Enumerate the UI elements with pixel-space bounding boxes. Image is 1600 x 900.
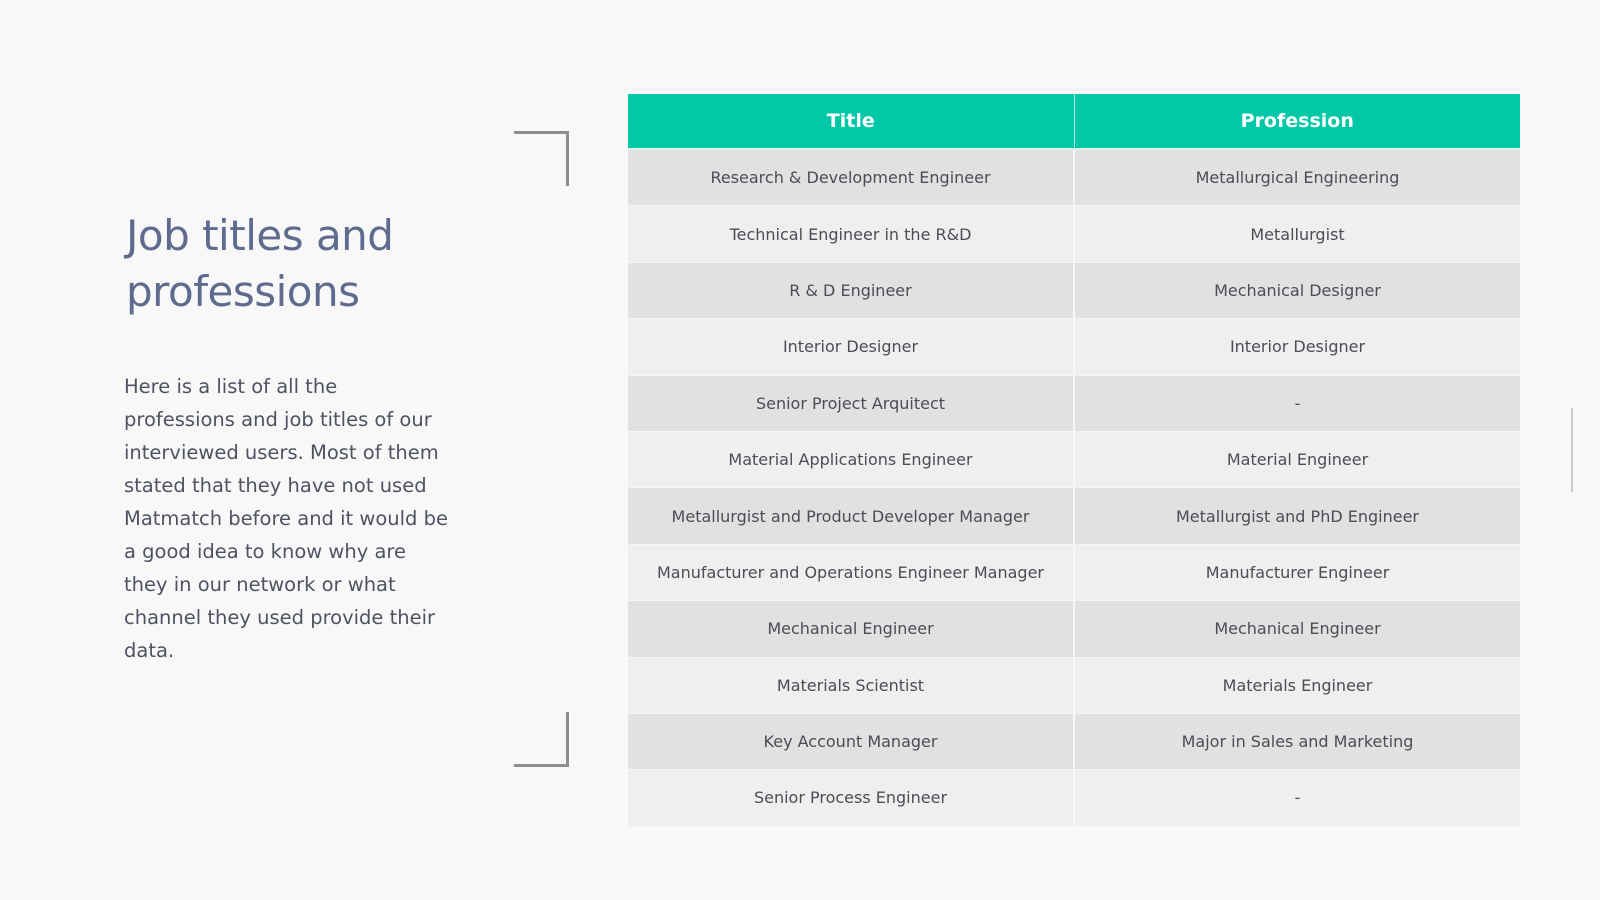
title-cell: Key Account Manager	[628, 713, 1074, 769]
table-row	[628, 262, 1520, 318]
table-row	[628, 431, 1520, 487]
table-row	[628, 544, 1520, 600]
table-row	[628, 713, 1520, 769]
table-row	[628, 601, 1520, 657]
page-title-line-2: professions	[126, 267, 360, 316]
title-cell: Mechanical Engineer	[628, 601, 1074, 657]
profession-cell: Material Engineer	[1074, 431, 1520, 487]
table-row	[628, 319, 1520, 375]
edge-scroll-indicator	[1571, 408, 1573, 492]
profession-cell: Manufacturer Engineer	[1074, 544, 1520, 600]
page-title-line-1: Job titles and	[126, 211, 394, 260]
title-cell: Interior Designer	[628, 319, 1074, 375]
header-title: Title	[628, 94, 1074, 149]
title-cell: Senior Process Engineer	[628, 770, 1074, 826]
title-cell: Manufacturer and Operations Engineer Manager	[628, 544, 1074, 600]
profession-cell: -	[1074, 770, 1520, 826]
title-cell: Senior Project Arquitect	[628, 375, 1074, 431]
title-cell: Material Applications Engineer	[628, 431, 1074, 487]
profession-cell: Metallurgical Engineering	[1074, 149, 1520, 206]
table-row	[628, 657, 1520, 713]
profession-cell: Mechanical Designer	[1074, 262, 1520, 318]
title-cell: Technical Engineer in the R&D	[628, 206, 1074, 262]
header-profession: Profession	[1074, 94, 1520, 149]
profession-cell: Mechanical Engineer	[1074, 601, 1520, 657]
table-row	[628, 149, 1520, 206]
profession-cell: Major in Sales and Marketing	[1074, 713, 1520, 769]
bottom-bracket-decoration	[514, 712, 569, 767]
profession-cell: Interior Designer	[1074, 319, 1520, 375]
page-title	[126, 208, 486, 320]
page-description: Here is a list of all the professions and job titles of our interviewed users. Most of them stated that they have not used Matmatch before and it would be a good idea to know why are they in our network or what channel they used provide their data.	[124, 375, 448, 662]
table-header-row	[628, 94, 1520, 149]
profession-cell: Metallurgist	[1074, 206, 1520, 262]
table-row	[628, 206, 1520, 262]
title-cell: Metallurgist and Product Developer Manager	[628, 488, 1074, 544]
profession-cell: -	[1074, 375, 1520, 431]
table-row	[628, 770, 1520, 826]
job-titles-table	[628, 94, 1520, 826]
title-cell: Research & Development Engineer	[628, 149, 1074, 206]
title-cell: Materials Scientist	[628, 657, 1074, 713]
profession-cell: Metallurgist and PhD Engineer	[1074, 488, 1520, 544]
top-bracket-decoration	[514, 131, 569, 186]
profession-cell: Materials Engineer	[1074, 657, 1520, 713]
title-cell: R & D Engineer	[628, 262, 1074, 318]
table-row	[628, 488, 1520, 544]
table-row	[628, 375, 1520, 431]
